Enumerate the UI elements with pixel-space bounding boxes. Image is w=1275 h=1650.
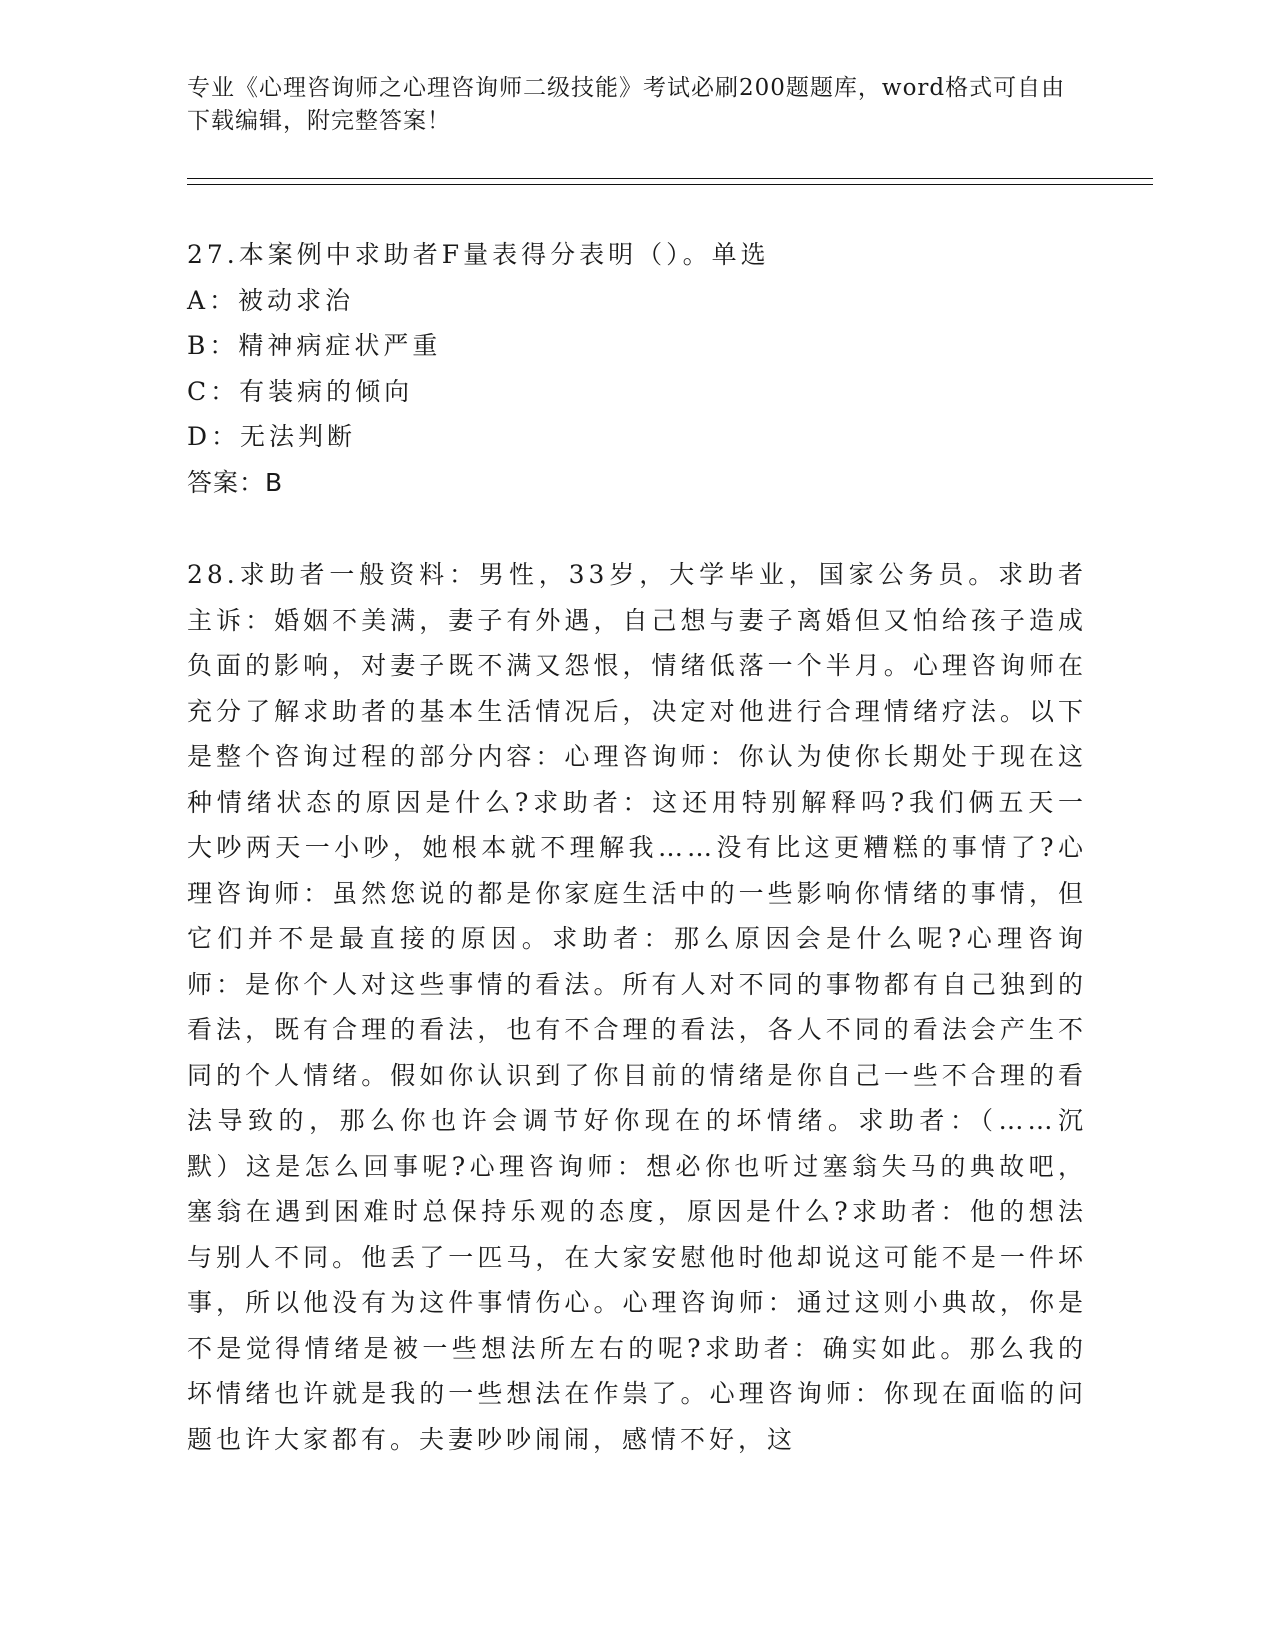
question-28: 28.求助者一般资料：男性，33岁，大学毕业，国家公务员。求助者主诉：婚姻不美满，妻子有外遇，自己想与妻子离婚但又怕给孩子造成负面的影响，对妻子既不满又怨恨，情绪低落一个半月。心理咨询师在充分了解求助者的基本生活情况后，决定对他进行合理情绪疗法。以下是整个咨询过程的部分内容：心理咨询师：你认为使你长期处于现在这种情绪状态的原因是什么?求助者：这还用特别解释吗?我们俩五天一大吵两天一小吵，她根本就不理解我……没有比这更糟糕的事情了?心理咨询师：虽然您说的都是你家庭生活中的一些影响你情绪的事情，但它们并不是最直接的原因。求助者：那么原因会是什么呢?心理咨询师：是你个人对这些事情的看法。所有人对不同的事物都有自己独到的看法，既有合理的看法，也有不合理的看法，各人不同的看法会产生不同的个人情绪。假如你认识到了你目前的情绪是你自己一些不合理的看法导致的，那么你也许会调节好你现在的坏情绪。求助者：（……沉默）这是怎么回事呢?心理咨询师：想必你也听过塞翁失马的典故吧，塞翁在遇到困难时总保持乐观的态度，原因是什么?求助者：他的想法与别人不同。他丢了一匹马，在大家安慰他时他却说这可能不是一件坏事，所以他没有为这件事情伤心。心理咨询师：通过这则小典故，你是不是觉得情绪是被一些想法所左右的呢?求助者：确实如此。那么我的坏情绪也许就是我的一些想法在作祟了。心理咨询师：你现在面临的问题也许大家都有。夫妻吵吵闹闹，感情不好，这 [187, 560, 1087, 1454]
header-divider-bottom [187, 184, 1153, 185]
option-b: B：精神病症状严重 [187, 331, 442, 360]
page-header: 专业《心理咨询师之心理咨询师二级技能》考试必刷200题题库，word格式可自由下载编辑，附完整答案！ [187, 75, 1066, 134]
header-divider-top [187, 178, 1153, 179]
answer: 答案：B [187, 467, 284, 497]
question-stem: 27.本案例中求助者F量表得分表明（）。单选 [187, 240, 770, 269]
option-d: D：无法判断 [187, 422, 357, 451]
option-a: A：被动求治 [187, 285, 355, 315]
option-c: C：有装病的倾向 [187, 376, 414, 406]
question-27 [187, 232, 1147, 505]
